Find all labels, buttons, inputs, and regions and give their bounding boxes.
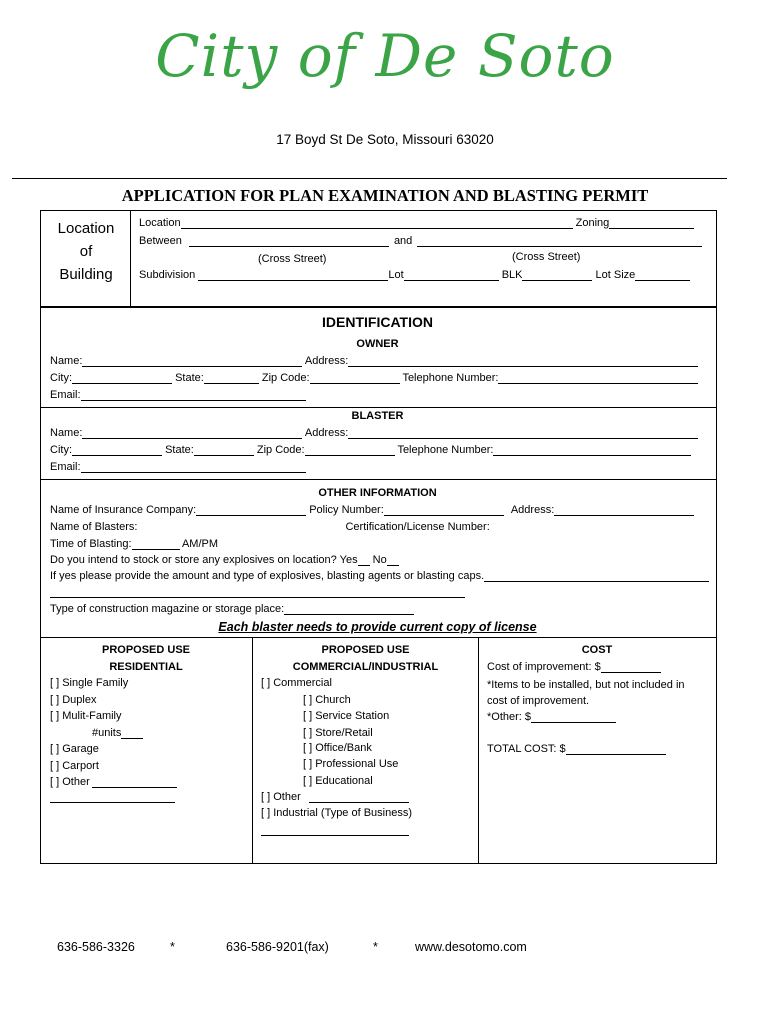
res-other-row (50, 776, 177, 788)
blaster-name-label: Name: (50, 427, 83, 439)
owner-email-field[interactable] (81, 389, 306, 401)
blaster-city-field[interactable] (72, 444, 162, 456)
blaster-email-row (50, 461, 306, 473)
lot-field[interactable] (404, 269, 499, 281)
stock-question: Do you intend to stock or store any explosives on location? Yes (50, 554, 358, 566)
blasters-row (50, 521, 690, 533)
if-yes-field-2[interactable] (50, 597, 465, 598)
city-address: 17 Boyd St De Soto, Missouri 63020 (276, 132, 494, 147)
blaster-name-row (50, 427, 698, 439)
location-divider (130, 210, 131, 307)
blasters-field[interactable] (137, 521, 342, 533)
com-church[interactable]: [ ] Church (303, 694, 351, 706)
blaster-city-row (50, 444, 691, 456)
owner-email-label: Email: (50, 389, 81, 401)
items-note-2: cost of improvement. (487, 695, 590, 707)
footer-star-2: * (373, 940, 378, 954)
blaster-email-field[interactable] (81, 461, 306, 473)
owner-zip-field[interactable] (310, 372, 400, 384)
footer-website[interactable]: www.desotomo.com (415, 940, 527, 954)
items-note-1: *Items to be installed, but not included in (487, 679, 685, 691)
zoning-label: Zoning (575, 217, 610, 229)
res-units-row (92, 727, 143, 739)
cost-other-row (487, 711, 616, 723)
com-store-retail[interactable]: [ ] Store/Retail (303, 727, 373, 739)
policy-field[interactable] (384, 504, 504, 516)
between-row (139, 235, 702, 247)
owner-name-row (50, 355, 698, 367)
com-office-bank[interactable]: [ ] Office/Bank (303, 742, 372, 754)
blaster-address-label: Address: (304, 427, 349, 439)
magazine-field[interactable] (284, 603, 414, 615)
com-other-row (261, 791, 409, 803)
cross-street-2: (Cross Street) (512, 251, 581, 263)
footer-phone: 636-586-3326 (57, 940, 135, 954)
blaster-divider (40, 407, 717, 408)
other-info-heading: OTHER INFORMATION (318, 487, 437, 499)
cost-improvement-label: Cost of improvement: $ (487, 661, 601, 673)
blaster-email-label: Email: (50, 461, 81, 473)
total-cost-label: TOTAL COST: $ (487, 743, 566, 755)
location-label (42, 217, 130, 286)
zoning-field[interactable] (609, 217, 694, 229)
blaster-phone-field[interactable] (493, 444, 691, 456)
owner-city-row (50, 372, 698, 384)
if-yes-field[interactable] (484, 570, 709, 582)
yes-field[interactable] (358, 554, 370, 566)
time-row (50, 538, 218, 550)
magazine-row (50, 603, 414, 615)
owner-zip-label: Zip Code: (261, 372, 310, 384)
res-duplex[interactable]: [ ] Duplex (50, 694, 97, 706)
cert-label: Certification/License Number: (345, 521, 490, 533)
city-logo: City of De Soto (155, 22, 615, 90)
time-label: Time of Blasting: (50, 538, 132, 550)
blaster-state-label: State: (165, 444, 194, 456)
form-title: APPLICATION FOR PLAN EXAMINATION AND BLASTING PERMIT (121, 186, 649, 205)
cost-heading: COST (581, 644, 613, 656)
lot-size-label: Lot Size (595, 269, 636, 281)
res-multi-family[interactable]: [ ] Mulit-Family (50, 710, 122, 722)
stock-row (50, 554, 399, 566)
res-carport[interactable]: [ ] Carport (50, 760, 99, 772)
magazine-label: Type of construction magazine or storage place: (50, 603, 285, 615)
cost-other-field[interactable] (531, 711, 616, 723)
no-field[interactable] (387, 554, 399, 566)
header-divider (12, 178, 727, 179)
cert-field[interactable] (490, 521, 690, 533)
location-field[interactable] (181, 217, 573, 229)
location-label-line3: Building (59, 266, 113, 283)
owner-state-field[interactable] (204, 372, 259, 384)
owner-name-field[interactable] (82, 355, 302, 367)
location-label-line2: of (79, 243, 93, 260)
and-field[interactable] (417, 235, 702, 247)
col-divider-2 (478, 637, 479, 863)
com-professional-use[interactable]: [ ] Professional Use (303, 758, 399, 770)
owner-email-row (50, 389, 306, 401)
blaster-name-field[interactable] (82, 427, 302, 439)
com-industrial[interactable]: [ ] Industrial (Type of Business) (261, 807, 413, 819)
owner-name-label: Name: (50, 355, 83, 367)
other-address-field[interactable] (554, 504, 694, 516)
location-label-line1: Location (57, 220, 115, 237)
footer-star-1: * (170, 940, 175, 954)
subdivision-label: Subdivision (139, 269, 196, 281)
subdivision-field[interactable] (198, 269, 388, 281)
com-other-field[interactable] (309, 791, 409, 803)
owner-phone-field[interactable] (498, 372, 698, 384)
res-other-field-2[interactable] (50, 802, 175, 803)
res-other[interactable]: [ ] Other (50, 776, 90, 788)
no-label: No (372, 554, 387, 566)
lot-label: Lot (388, 269, 404, 281)
com-service-station[interactable]: [ ] Service Station (303, 710, 390, 722)
cost-improvement-field[interactable] (601, 661, 661, 673)
total-cost-row (487, 743, 666, 755)
between-label: Between (139, 235, 182, 247)
if-yes-row (50, 570, 709, 582)
com-industrial-field[interactable] (261, 835, 409, 836)
footer-fax: 636-586-9201(fax) (226, 940, 329, 954)
res-other-field[interactable] (92, 776, 177, 788)
cost-improvement-row (487, 661, 661, 673)
com-other[interactable]: [ ] Other (261, 791, 301, 803)
ampm-label: AM/PM (181, 538, 219, 550)
owner-heading: OWNER (356, 338, 399, 350)
license-notice: Each blaster needs to provide current copy of license (218, 620, 537, 634)
com-commercial[interactable]: [ ] Commercial (261, 677, 332, 689)
insurance-label: Name of Insurance Company: (50, 504, 197, 516)
identification-heading: IDENTIFICATION (322, 314, 433, 330)
lot-size-field[interactable] (635, 269, 690, 281)
res-garage[interactable]: [ ] Garage (50, 743, 99, 755)
total-cost-field[interactable] (566, 743, 666, 755)
owner-city-field[interactable] (72, 372, 172, 384)
insurance-field[interactable] (196, 504, 306, 516)
owner-phone-label: Telephone Number: (402, 372, 499, 384)
owner-city-label: City: (50, 372, 72, 384)
between-field[interactable] (189, 235, 389, 247)
time-field[interactable] (132, 538, 180, 550)
blk-field[interactable] (522, 269, 592, 281)
com-educational[interactable]: [ ] Educational (303, 775, 373, 787)
blaster-state-field[interactable] (194, 444, 254, 456)
residential-heading-2: RESIDENTIAL (109, 661, 183, 673)
location-label-text: Location (139, 217, 181, 229)
res-single-family[interactable]: [ ] Single Family (50, 677, 129, 689)
commercial-heading-2: COMMERCIAL/INDUSTRIAL (292, 661, 439, 673)
owner-address-field[interactable] (348, 355, 698, 367)
cross-street-1: (Cross Street) (258, 253, 327, 265)
blaster-zip-field[interactable] (305, 444, 395, 456)
commercial-heading-1: PROPOSED USE (321, 644, 410, 656)
and-label: and (393, 235, 413, 247)
blaster-phone-label: Telephone Number: (397, 444, 494, 456)
blasters-label: Name of Blasters: (50, 521, 138, 533)
blaster-heading: BLASTER (351, 410, 404, 422)
blaster-city-label: City: (50, 444, 72, 456)
other-address-label: Address: (510, 504, 555, 516)
subdivision-row (139, 269, 690, 281)
location-row (139, 217, 694, 229)
blaster-address-field[interactable] (348, 427, 698, 439)
blk-label: BLK (501, 269, 523, 281)
res-units-field[interactable] (121, 727, 143, 739)
if-yes-label: If yes please provide the amount and type of explosives, blasting agents or blasting caps. (50, 570, 485, 582)
residential-heading-1: PROPOSED USE (101, 644, 191, 656)
blaster-zip-label: Zip Code: (256, 444, 305, 456)
res-units-label: #units (92, 727, 122, 739)
policy-label: Policy Number: (309, 504, 384, 516)
owner-state-label: State: (175, 372, 204, 384)
owner-address-label: Address: (304, 355, 349, 367)
insurance-row (50, 504, 694, 516)
cost-other-label: *Other: $ (487, 711, 532, 723)
